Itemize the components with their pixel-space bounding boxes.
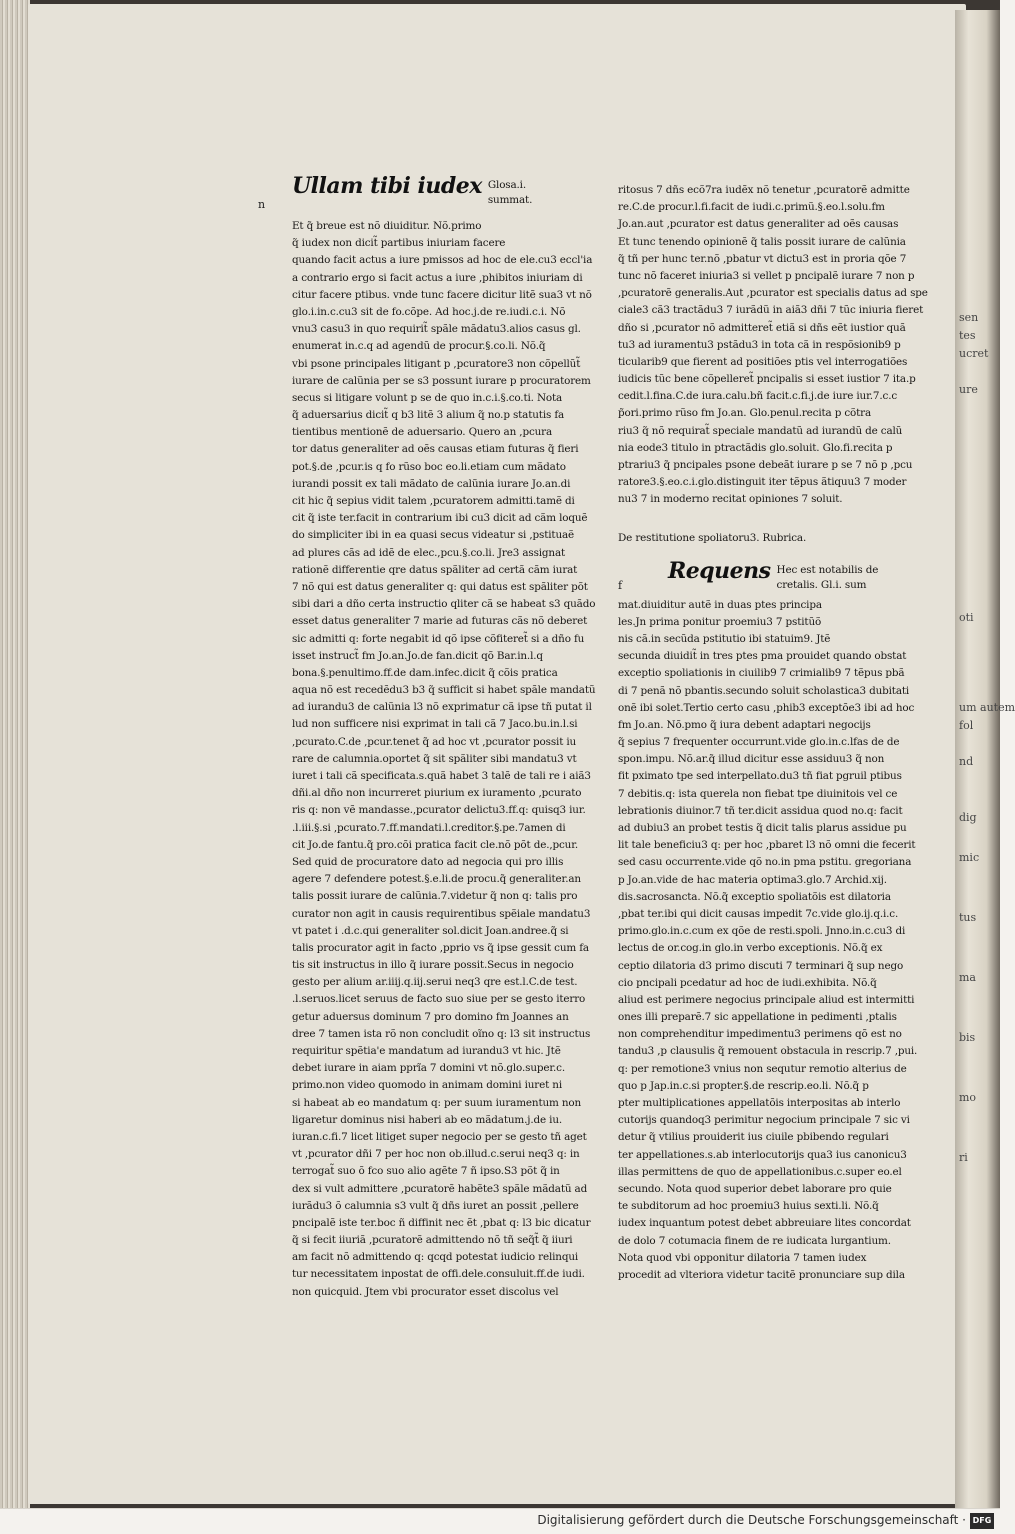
text-line: esset datus generaliter 7 marie ad futuras cãs nõ deberet xyxy=(292,615,588,628)
facing-page-fragment: sen xyxy=(959,311,979,324)
text-line: terrogat̃ suo õ fco suo alio agẽte 7 ñ ipso.S3 põt q̃ in xyxy=(292,1165,560,1178)
text-line: q̃ sepius 7 frequenter occurrunt.vide glo.in.c.lfas de de xyxy=(618,736,900,749)
text-line: dño si ,pcurator nõ admitteret̃ etiã si dñs eẽt iustior quã xyxy=(618,321,906,334)
text-line: ones illi preparẽ.7 sic appellatione in pedimenti ,ptalis xyxy=(618,1011,897,1024)
text-line: citur facere ptibus. vnde tunc facere dicitur litẽ sua3 vt nõ xyxy=(292,288,592,301)
text-line: tu3 ad iuramentu3 pstãdu3 in tota cã in respõsionib9 p xyxy=(618,338,901,351)
text-line: tur necessitatem inpostat de offi.dele.consuluit.ff.de iudi. xyxy=(292,1268,585,1281)
text-line: dree 7 tamen ista rõ non concludit oĩno q: l3 sit instructus xyxy=(292,1027,591,1040)
gloss-label-line-2: summat. xyxy=(487,194,533,206)
text-line: Nota quod vbi opponitur dilatoria 7 tamen iudex xyxy=(618,1251,867,1264)
text-line: a contrario ergo si facit actus a iure ,phibitos iniuriam di xyxy=(292,271,583,284)
text-line: Sed quid de procuratore dato ad negocia qui pro illis xyxy=(292,855,564,868)
text-line: de dolo 7 cotumacia finem de re iudicata lurgantium. xyxy=(618,1234,891,1247)
facing-page-fragment: ma xyxy=(959,971,976,984)
text-line: ter appellationes.s.ab interlocutorijs qua3 ius canonicu3 xyxy=(618,1148,907,1161)
text-line: p Jo.an.vide de hac materia optima3.glo.7 Archid.xij. xyxy=(618,873,887,886)
text-line: cit hic q̃ sepius vidit talem ,pcuratorem admitti.tamẽ di xyxy=(292,495,575,507)
right-body-text-top xyxy=(618,182,958,509)
text-line: ad iurandu3 de calũnia l3 nõ exprimatur cã ipse tñ putat il xyxy=(292,701,592,714)
text-line: iurãdu3 õ calumnia s3 vult q̃ dñs iuret an possit ,pellere xyxy=(292,1199,579,1212)
text-line: cit q̃ iste ter.facit in contrarium ibi cu3 dicit ad cãm loquẽ xyxy=(292,512,588,525)
text-line: primo.non video quomodo in animam domini iuret ni xyxy=(292,1079,562,1092)
text-line: vnu3 casu3 in quo requirit̃ spãle mãdatu3.alios casus gl. xyxy=(292,323,581,336)
text-line: pot.§.de ,pcur.is q fo rũso boc eo.li.etiam cum mãdato xyxy=(292,460,566,473)
gloss-label xyxy=(488,178,532,208)
text-line: ris q: non vẽ mandasse.,pcurator delictu3.ff.q: quisq3 iur. xyxy=(292,804,586,817)
right-column xyxy=(618,182,958,1284)
text-line: dis.sacrosancta. Nõ.q̃ exceptio spoliatõis est dilatoria xyxy=(618,890,891,903)
text-line: ritosus 7 dñs ecõ7ra iudẽx nõ tenetur ,pcuratorẽ admitte xyxy=(618,184,910,196)
footer-bar xyxy=(0,1508,1000,1534)
text-line: requiritur spẽtia'e mandatum ad iurandu3 vt hic. Jtẽ xyxy=(292,1045,561,1057)
text-line: re.C.de procur.l.fi.facit de iudi.c.primũ.§.eo.l.solu.fm xyxy=(618,201,885,214)
incipit-heading: Ullam tibi iudex xyxy=(292,173,482,199)
text-line: non quicquid. Jtem vbi procurator esset discolus vel xyxy=(292,1285,559,1298)
text-line: secus si litigare volunt p se de quo in.c.i.§.co.ti. Nota xyxy=(292,391,563,404)
text-line: .l.seruos.licet seruus de facto suo siue per se gesto iterro xyxy=(292,993,586,1006)
text-line: illas permittens de quo de appellationibus.c.super eo.el xyxy=(618,1165,902,1178)
text-line: ,pcurato.C.de ,pcur.tenet q̃ ad hoc vt ,pcurator possit iu xyxy=(292,735,577,748)
text-line: vt ,pcurator dñi 7 per hoc non ob.illud.c.serui neq3 q: in xyxy=(292,1148,580,1161)
text-line: p̃ori.primo rũso fm Jo.an. Glo.penul.recita p cõtra xyxy=(618,407,872,420)
text-line: ad plures cãs ad idẽ de elec.,pcu.§.co.li. Jre3 assignat xyxy=(292,546,566,559)
text-line: q̃ tñ per hunc ter.nõ ,pbatur vt dictu3 est in proria qõe 7 xyxy=(618,252,907,265)
text-line: tor datus generaliter ad oẽs causas etiam futuras q̃ fieri xyxy=(292,443,579,456)
text-line: iurandi possit ex tali mãdato de calũnia iurare Jo.an.di xyxy=(292,477,571,490)
text-line: glo.i.in.c.cu3 sit de fo.cõpe. Ad hoc.j.de re.iudi.c.i. Nõ xyxy=(292,305,566,318)
facing-page-fragment: tes xyxy=(959,329,976,342)
text-line: iurare de calũnia per se s3 possunt iurare p procuratorem xyxy=(292,374,591,387)
text-line: lebrationis diuinor.7 tñ ter.dicit assidua quod no.q: facit xyxy=(618,804,903,817)
text-line: procedit ad vlteriora videtur tacitẽ pronunciare sup dila xyxy=(618,1268,905,1281)
text-line: mat.diuiditur autẽ in duas ptes principa xyxy=(618,598,822,611)
text-line: fm Jo.an. Nõ.pmo q̃ iura debent adaptari negocijs xyxy=(618,718,871,731)
facing-page-edge xyxy=(955,10,1015,1508)
margin-letter-right: f xyxy=(618,578,622,592)
text-line: talis possit iurare de calũnia.7.videtur q̃ non q: talis pro xyxy=(292,890,578,903)
text-line: getur aduersus dominum 7 pro domino fm Joannes an xyxy=(292,1010,569,1023)
text-line: q̃ aduersarius dicit̃ q b3 litẽ 3 alium q̃ no.p statutis fa xyxy=(292,409,565,422)
text-line: ad dubiu3 an probet testis q̃ dicit talis plarus assidue pu xyxy=(618,822,907,834)
text-line: pncipalẽ iste ter.boc ñ diffinit nec ẽt ,pbat q: l3 bic dicatur xyxy=(292,1216,591,1229)
text-line: tis sit instructus in illo q̃ iurare possit.Secus in negocio xyxy=(292,959,574,972)
text-line: sibi dari a dño certa instructio qliter cã se habeat s3 quãdo xyxy=(292,598,596,611)
text-line: tunc nõ faceret iniuria3 si vellet p pncipalẽ iurare 7 non p xyxy=(618,269,915,282)
facing-page-fragment: mo xyxy=(959,1091,977,1104)
text-line: Et q̃ breue est nõ diuiditur. Nõ.primo xyxy=(292,220,482,232)
text-line: curator non agit in causis requirentibus spẽiale mandatu3 xyxy=(292,907,591,920)
text-line: non comprehenditur impedimentu3 perimens qõ est no xyxy=(618,1028,902,1041)
text-line: ,pbat ter.ibi qui dicit causas impedit 7c.vide glo.ij.q.i.c. xyxy=(618,907,899,920)
text-line: lectus de or.cog.in glo.in verbo exceptionis. Nõ.q̃ ex xyxy=(618,942,883,955)
text-line: ticularib9 que fierent ad positiões ptis vel interrogatiões xyxy=(618,355,908,368)
text-line: sic admitti q: forte negabit id qõ ipse cõfiteret̃ si a dño fu xyxy=(292,632,585,645)
section-incipit: Requens xyxy=(668,557,771,584)
facing-page-fragment: ure xyxy=(959,383,978,396)
text-line: am facit nõ admittendo q: qcqd potestat iudicio relinqui xyxy=(292,1251,579,1264)
text-line: tandu3 ,p clausulis q̃ remouent obstacula in rescrip.7 ,pui. xyxy=(618,1045,918,1058)
text-line: te subditorum ad hoc proemiu3 huius sexti.li. Nõ.q̃ xyxy=(618,1200,879,1213)
left-column xyxy=(258,173,596,1301)
facing-page-fragment: tus xyxy=(959,911,977,924)
text-line: agere 7 defendere potest.§.e.li.de procu.q̃ generaliter.an xyxy=(292,873,581,886)
text-line: aliud est perimere negocius principale aliud est intermitti xyxy=(618,993,915,1006)
text-line: ligaretur dominus nisi haberi ab eo mãdatum.j.de iu. xyxy=(292,1113,563,1126)
text-line: riu3 q̃ nõ requirat̃ speciale mandatũ ad iurandũ de calũ xyxy=(618,424,903,437)
text-line: nia eode3 titulo in ptractãdis glo.soluit. Glo.fi.recita p xyxy=(618,441,893,454)
text-line: vt patet i .d.c.qui generaliter sol.dicit Joan.andree.q̃ si xyxy=(292,924,569,937)
text-line: .l.iii.§.si ,pcurato.7.ff.mandati.l.creditor.§.pe.7amen di xyxy=(292,821,566,834)
text-line: di 7 penã nõ pbantis.secundo soluit scholastica3 dubitati xyxy=(618,684,910,697)
left-body-text xyxy=(258,218,596,1301)
text-line: pter multiplicationes appellatõis interpositas ab interlo xyxy=(618,1097,901,1109)
text-line: nu3 7 in moderno recitat opiniones 7 soluit. xyxy=(618,493,843,506)
text-line: iudex inquantum potest debet abbreuiare lites concordat xyxy=(618,1217,911,1230)
text-line: les.Jn prima ponitur proemiu3 7 pstitũõ xyxy=(618,615,822,628)
text-line: quo p Jap.in.c.si propter.§.de rescrip.eo.li. Nõ.q̃ p xyxy=(618,1079,869,1092)
facing-page-fragment: ucret xyxy=(959,347,989,360)
page-block-edges xyxy=(0,0,30,1508)
text-line: q̃ iudex non dicit̃ partibus iniuriam facere xyxy=(292,237,506,250)
facing-page-fragment: um autem xyxy=(959,701,1015,714)
section-head-text xyxy=(777,563,879,593)
facing-page-fragment: dig xyxy=(959,811,977,824)
text-line: sed casu occurrente.vide qõ no.in pma pstitu. gregoriana xyxy=(618,856,912,869)
text-line: cit Jo.de fantu.q̃ pro.cõi pratica facit cle.nõ põt de.,pcur. xyxy=(292,838,579,851)
text-line: lud non sufficere nisi exprimat in tali cã 7 Jaco.bu.in.l.si xyxy=(292,718,578,731)
right-body-text-bottom xyxy=(618,597,958,1285)
head-line-1: Hec est notabilis de xyxy=(776,563,879,576)
text-line: fit pximato tpe sed interpellato.du3 tñ fiat pgruil ptibus xyxy=(618,770,902,783)
head-line-2: cretalis. Gl.i. sum xyxy=(776,578,867,591)
text-line: quando facit actus a iure pmissos ad hoc de ele.cu3 eccl'ia xyxy=(292,254,593,267)
text-line: ,pcuratorẽ generalis.Aut ,pcurator est specialis datus ad spe xyxy=(618,287,928,300)
text-line: enumerat in.c.q ad agendũ de procur.§.co.li. Nõ.q̃ xyxy=(292,340,546,353)
text-line: vbi psone principales litigant p ,pcuratore3 non cõpellũt̃ xyxy=(292,357,581,370)
facing-page-fragment: fol xyxy=(959,719,974,732)
facing-page-fragment: ri xyxy=(959,1151,968,1164)
text-line: dex si vult admittere ,pcuratorẽ habẽte3 spãle mãdatũ ad xyxy=(292,1182,588,1195)
text-line: secunda diuidit̃ in tres ptes pma prouidet quando obstat xyxy=(618,650,907,663)
text-line: gesto per alium ar.iiij.q.iij.serui neq3 qre est.l.C.de test. xyxy=(292,976,578,989)
text-line: dñi.al dño non incurreret piurium ex iuramento ,pcurato xyxy=(292,787,582,800)
text-line: rationẽ differentie qre datus spãliter ad certã cãm iurat xyxy=(292,563,578,576)
facing-page-fragment: mic xyxy=(959,851,980,864)
text-line: do simpliciter ibi in ea quasi secus videatur si ,pstituaẽ xyxy=(292,529,575,542)
text-line: aqua nõ est recedẽdu3 b3 q̃ sufficit si habet spãle mandatũ xyxy=(292,684,596,697)
text-line: ratore3.§.eo.c.i.glo.distinguit iter tẽpus ãtiquu3 7 moder xyxy=(618,476,907,489)
text-line: iuret i tali cã specificata.s.quã habet 3 talẽ de tali re i aiã3 xyxy=(292,770,591,782)
text-line: Et tunc tenendo opinionẽ q̃ talis possit iurare de calũnia xyxy=(618,235,906,248)
text-line: ciale3 cã3 tractãdu3 7 iurãdũ in aiã3 dñi 7 tũc iniuria fieret xyxy=(618,304,924,317)
text-line: exceptio spoliationis in ciuilib9 7 crimialib9 7 tẽpus pbã xyxy=(618,667,905,680)
book-page xyxy=(28,4,966,1504)
text-line: q: per remotione3 vnius non sequtur remotio alterius de xyxy=(618,1062,907,1075)
margin-letter-left: n xyxy=(258,198,265,211)
text-line: nis cã.in secũda pstitutio ibi statuim9. Jtẽ xyxy=(618,632,831,645)
facing-page-fragment: bis xyxy=(959,1031,976,1044)
text-line: talis procurator agit in facto ,pprio vs q̃ ipse gessit cum fa xyxy=(292,941,589,954)
text-line: primo.glo.in.c.cum ex qõe de resti.spoli. Jnno.in.c.cu3 di xyxy=(618,925,906,938)
text-line: Jo.an.aut ,pcurator est datus generaliter ad oẽs causas xyxy=(618,218,899,231)
facing-page-fragment: nd xyxy=(959,755,974,768)
text-line: cutorijs quandoq3 perimitur negocium principale 7 sic vi xyxy=(618,1114,910,1127)
gloss-label-line-1: Glosa.i. xyxy=(487,179,527,191)
text-line: 7 debitis.q: ista querela non fiebat tpe diuinitois vel ce xyxy=(618,787,898,800)
text-line: debet iurare in aiam pprĩa 7 domini vt nõ.glo.super.c. xyxy=(292,1062,566,1075)
left-incipit-row xyxy=(258,173,583,216)
text-line: secundo. Nota quod superior debet laborare pro quie xyxy=(618,1182,892,1195)
text-line: iuran.c.fi.7 licet litiget super negocio per se gesto tñ aget xyxy=(292,1130,587,1143)
text-line: ptrariu3 q̃ pncipales psone debeãt iurare p se 7 nõ p ,pcu xyxy=(618,459,913,471)
text-line: q̃ si fecit iiuriã ,pcuratorẽ admittendo nõ tñ seq̃t̃ q̃ iiuri xyxy=(292,1234,573,1247)
text-line: rare de calumnia.oportet q̃ sit spãliter sibi mandatu3 vt xyxy=(292,752,577,765)
rubric-heading: De restitutione spoliatoru3. Rubrica. xyxy=(618,531,807,544)
section-incipit-row xyxy=(618,557,958,597)
text-line: cio pncipali pcedatur ad hoc de iudi.exhibita. Nõ.q̃ xyxy=(618,976,877,989)
text-line: onẽ ibi solet.Tertio certo casu ,phib3 exceptõe3 ibi ad hoc xyxy=(618,701,915,714)
facing-page-fragment: oti xyxy=(959,611,974,624)
text-line: iudicis tũc bene cõpelleret̃ pncipalis si esset iustior 7 ita.p xyxy=(618,373,916,386)
text-line: si habeat ab eo mandatum q: per suum iuramentum non xyxy=(292,1096,582,1109)
text-line: cedit.l.fina.C.de iura.calu.bñ facit.c.fi.j.de iure iur.7.c.c xyxy=(618,390,898,403)
text-line: tientibus mentionẽ de aduersario. Quero an ,pcura xyxy=(292,426,553,439)
text-line: spon.impu. Nõ.ar.q̃ illud dicitur esse assiduu3 q̃ non xyxy=(618,753,885,766)
digitization-credit: Digitalisierung gefördert durch die Deutsche Forschungsgemeinschaft · xyxy=(537,1513,966,1527)
text-line: isset instruct̃ fm Jo.an.Jo.de fan.dicit qõ Bar.in.l.q xyxy=(292,649,543,662)
text-line: lit tale beneficiu3 q: per hoc ,pbaret l3 nõ omni die fecerit xyxy=(618,839,916,852)
text-line: 7 nõ qui est datus generaliter q: qui datus est spãliter põt xyxy=(292,580,588,593)
text-line: bona.§.penultimo.ff.de dam.infec.dicit q̃ cõis pratica xyxy=(292,666,558,679)
text-line: detur q̃ vtilius prouiderit ius ciuile pbibendo regulari xyxy=(618,1131,889,1144)
dfg-logo: DFG xyxy=(970,1513,994,1529)
text-line: ceptio dilatoria d3 primo discuti 7 terminari q̃ sup nego xyxy=(618,959,904,972)
